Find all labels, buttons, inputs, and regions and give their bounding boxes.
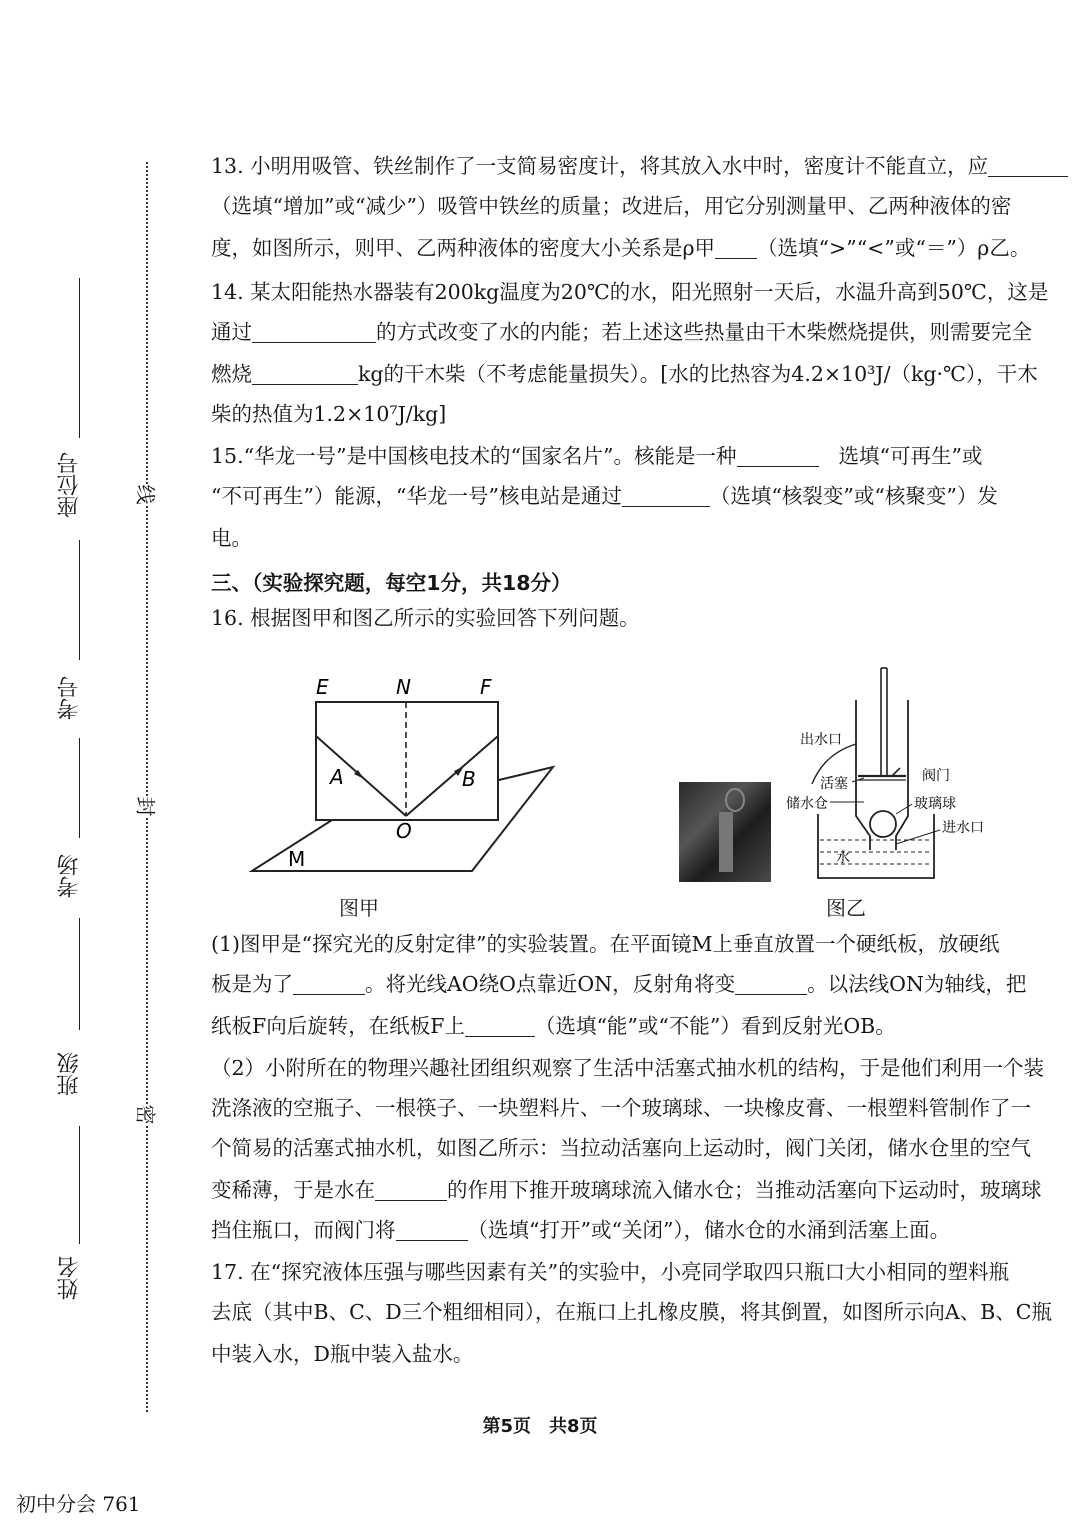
q17-line1: 17. 在“探究液体压强与哪些因素有关”的实验中，小亮同学取四只瓶口大小相同的塑料瓶 (211, 1260, 1010, 1284)
label-n: N (396, 675, 411, 699)
ball-leader (896, 804, 912, 814)
seat-number-label: 座位号 (57, 452, 82, 518)
source-tag: 初中分会 761 (16, 1492, 141, 1516)
label-valve: 阀门 (922, 768, 950, 784)
margin-rule-5 (79, 1126, 80, 1244)
label-f: F (480, 675, 492, 699)
seal-mark-line: 线 (133, 485, 162, 505)
figure-yi-caption: 图乙 (826, 896, 866, 920)
seal-dotted-line (146, 162, 148, 1412)
margin-rule-4 (79, 918, 80, 1030)
q16-p2-line1: （2）小附所在的物理兴趣社团组织观察了生活中活塞式抽水机的结构，于是他们利用一个装 (211, 1056, 1045, 1080)
q14-line2: 通过 的方式改变了水的内能；若上述这些热量由干木柴燃烧提供，则需要完全 (211, 320, 1032, 344)
name-label: 姓名 (57, 1256, 82, 1300)
q17-line3: 中装入水，D瓶中装入盐水。 (211, 1342, 474, 1366)
exam-number-label: 考号 (57, 676, 82, 720)
q14-blank-2[interactable] (252, 364, 358, 385)
section-3-heading: 三、（实验探究题，每空1分，共18分） (211, 571, 572, 595)
pump-photo (679, 782, 771, 882)
label-m: M (288, 847, 306, 871)
q15-blank-1[interactable] (737, 446, 819, 467)
class-label: 班级 (57, 1052, 82, 1096)
label-e: E (316, 675, 329, 699)
label-ball: 玻璃球 (914, 796, 956, 812)
q16-blank-5[interactable] (396, 1220, 468, 1241)
label-b: B (462, 767, 476, 791)
label-tank: 储水仓 (786, 796, 828, 812)
q16-blank-4[interactable] (375, 1180, 447, 1201)
q14-line3: 燃烧 kg的干木柴（不考虑能量损失）。[水的比热容为4.2×10³J/（kg·℃），干木 (211, 362, 1038, 386)
page-footer: 第5页 共8页 (482, 1416, 598, 1437)
q16-intro: 16. 根据图甲和图乙所示的实验回答下列问题。 (211, 606, 640, 630)
label-inlet: 进水口 (942, 820, 984, 836)
margin-rule-1 (79, 278, 80, 438)
label-outlet: 出水口 (800, 732, 842, 748)
label-o: O (396, 819, 412, 843)
exam-room-label: 考场 (57, 854, 82, 898)
q17-line2: 去底（其中B、C、D三个粗细相同），在瓶口上扎橡皮膜，将其倒置，如图所示向A、B、C瓶 (211, 1300, 1052, 1324)
label-a: A (330, 765, 344, 789)
valve (892, 768, 900, 776)
q16-p1-line3: 纸板F向后旋转，在纸板F上 （选填“能”或“不能”）看到反射光OB。 (211, 1014, 896, 1038)
q16-p2-line4: 变稀薄，于是水在 的作用下推开玻璃球流入储水仓；当推动活塞向下运动时，玻璃球 (211, 1178, 1042, 1202)
q13-line2: （选填“增加”或“减少”）吸管中铁丝的质量；改进后，用它分别测量甲、乙两种液体的密 (211, 194, 1012, 218)
q15-line3: 电。 (211, 526, 252, 550)
q13-line1: 13. 小明用吸管、铁丝制作了一支简易密度计，将其放入水中时，密度计不能直立，应 (211, 152, 1068, 180)
label-water: 水 (836, 850, 850, 866)
q14-blank-1[interactable] (252, 322, 376, 343)
q16-blank-2[interactable] (735, 974, 807, 995)
q16-blank-1[interactable] (293, 974, 365, 995)
margin-rule-2 (79, 540, 80, 660)
figure-jia (240, 670, 570, 880)
q14-line4: 柴的热值为1.2×10⁷J/kg] (211, 402, 447, 426)
q16-p2-line5: 挡住瓶口，而阀门将 （选填“打开”或“关闭”），储水仓的水涌到活塞上面。 (211, 1218, 951, 1242)
margin-rule-3 (79, 738, 80, 838)
q16-p2-line2: 洗涤液的空瓶子、一根筷子、一块塑料片、一个玻璃球、一块橡皮膏、一根塑料管制作了一 (211, 1096, 1031, 1120)
q14-line1: 14. 某太阳能热水器装有200kg温度为20℃的水，阳光照射一天后，水温升高到50℃，这是 (211, 280, 1049, 304)
seal-mark-seal: 封 (133, 797, 162, 817)
q15-line2: “不可再生”）能源，“华龙一号”核电站是通过 （选填“核裂变”或“核聚变”）发 (211, 484, 998, 508)
q16-p2-line3: 个简易的活塞式抽水机，如图乙所示：当拉动活塞向上运动时，阀门关闭，储水仓里的空气 (211, 1136, 1031, 1160)
seal-mark-close: 密 (133, 1105, 162, 1125)
glass-ball (870, 811, 896, 837)
q13-blank-1[interactable] (988, 156, 1068, 177)
q16-p1-line1: (1)图甲是“探究光的反射定律”的实验装置。在平面镜M上垂直放置一个硬纸板，放硬纸 (211, 932, 1000, 956)
q16-blank-3[interactable] (465, 1016, 535, 1037)
q16-p1-line2: 板是为了 。将光线AO绕O点靠近ON，反射角将变 。以法线ON为轴线，把 (211, 972, 1027, 996)
q15-line1: 15.“华龙一号”是中国核电技术的“国家名片”。核能是一种 选填“可再生”或 (211, 444, 983, 468)
figure-jia-caption: 图甲 (339, 896, 379, 920)
label-piston: 活塞 (820, 776, 848, 792)
figure-yi (784, 664, 1004, 888)
q15-blank-2[interactable] (622, 486, 710, 507)
q13-line3: 度，如图所示，则甲、乙两种液体的密度大小关系是ρ甲 （选填“>”“<”或“＝”）ρ乙。 (211, 236, 1031, 260)
q13-blank-2[interactable] (715, 238, 757, 259)
